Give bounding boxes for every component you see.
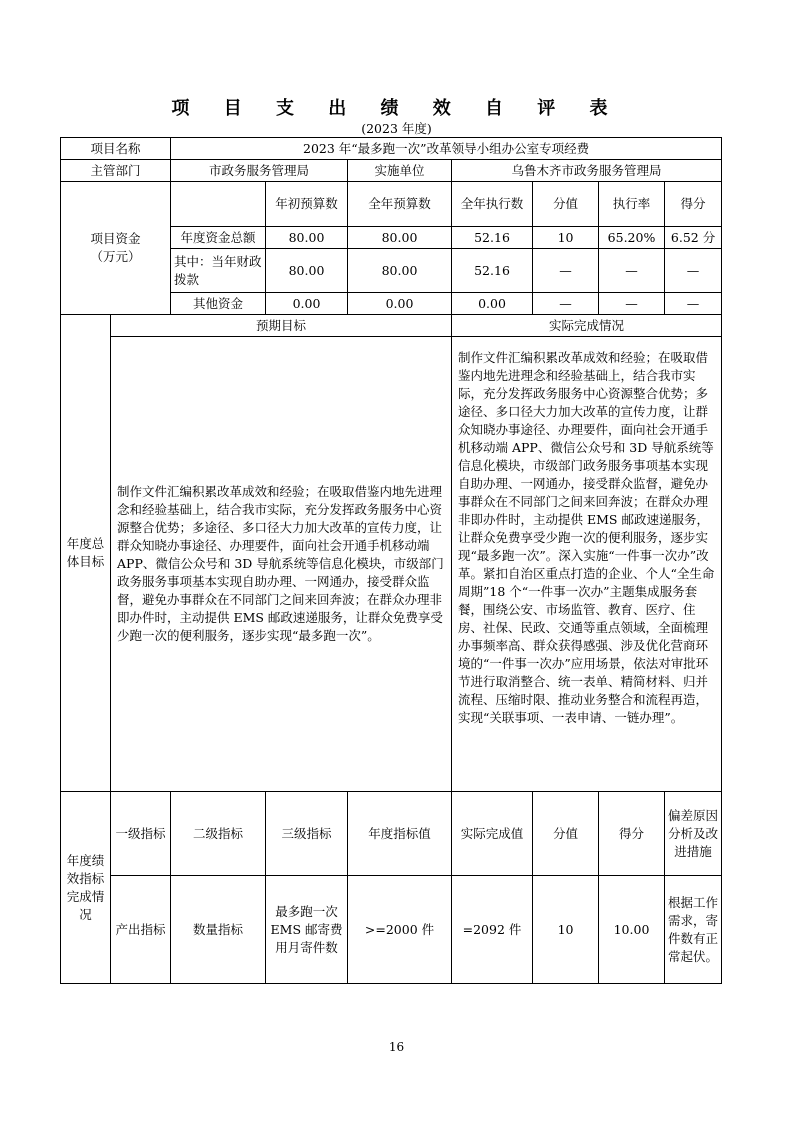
indicator-actual: =2092 件 (452, 876, 533, 984)
funds-row-executed: 0.00 (452, 293, 533, 315)
goals-content-row (61, 337, 722, 792)
indicator-header-level2: 二级指标 (171, 792, 266, 876)
indicator-score: 10.00 (599, 876, 665, 984)
funds-header-budget-start: 年初预算数 (266, 182, 348, 227)
indicators-header-row (61, 792, 722, 876)
self-evaluation-table (60, 137, 722, 984)
indicator-target: >=2000 件 (348, 876, 452, 984)
funds-header-row (61, 182, 722, 227)
indicator-header-score: 得分 (599, 792, 665, 876)
funds-row-budget-start: 80.00 (266, 227, 348, 249)
funds-row-budget-full: 80.00 (348, 249, 452, 293)
goals-expected-text: 制作文件汇编积累改革成效和经验；在吸取借鉴内地先进理念和经验基础上，结合我市实际，充分发挥政务服务中心资源整合优势；多途径、多口径大力加大改革的宣传力度，让群众知晓办事途径、办理要件，面向社会开通手机移动端 APP、微信公众号和 3D 导航系统等信息化模块，市级部门政务服务事项基本实现自助办理、一网通办，接受群众监督，避免办事群众在不同部门之间来回奔波；在群众办理非即办件时，主动提供 EMS 邮政速递服务，让群众免费享受少跑一次的便利服务，逐步实现“最多跑一次”。 (111, 337, 452, 792)
dept-label: 主管部门 (61, 160, 171, 182)
project-name-row (61, 138, 722, 160)
funds-row-rate: — (599, 293, 665, 315)
funds-header-blank (171, 182, 266, 227)
funds-row-rate: 65.20% (599, 227, 665, 249)
funds-row-rate: — (599, 249, 665, 293)
project-name-label: 项目名称 (61, 138, 171, 160)
project-name-value: 2023 年“最多跑一次”改革领导小组办公室专项经费 (171, 138, 722, 160)
indicator-level3: 最多跑一次 EMS 邮寄费用月寄件数 (266, 876, 348, 984)
funds-row-name: 其中：当年财政拨款 (171, 249, 266, 293)
funds-row-budget-full: 80.00 (348, 227, 452, 249)
funds-row-score: 6.52 分 (665, 227, 722, 249)
funds-header-rate: 执行率 (599, 182, 665, 227)
funds-row-budget-start: 0.00 (266, 293, 348, 315)
goals-actual-text: 制作文件汇编积累改革成效和经验；在吸取借鉴内地先进理念和经验基础上，结合我市实际，充分发挥政务服务中心资源整合优势；多途径、多口径大力加大改革的宣传力度，让群众知晓办事途径、办理要件，面向社会开通手机移动端 APP、微信公众号和 3D 导航系统等信息化模块，市级部门政务服务事项基本实现自助办理、一网通办，接受群众监督，避免办事群众在不同部门之间来回奔波；在群众办理非即办件时，主动提供 EMS 邮政速递服务，让群众免费享受少跑一次的便利服务，逐步实现“最多跑一次”。深入实施“一件事一次办”改革。紧扣自治区重点打造的企业、个人“全生命周期”18 个“一件事一次办”主题集成服务套餐，围绕公安、市场监管、教育、医疗、住房、社保、民政、交通等重点领域，全面梳理办事频率高、群众获得感强、涉及优化营商环境的“一件事一次办”应用场景，依法对审批环节进行取消整合、统一表单、精简材料、归并流程、压缩时限、推动业务整合和流程再造，实现“关联事项、一表申请、一链办理”。 (452, 337, 722, 792)
funds-header-score: 得分 (665, 182, 722, 227)
funds-row-budget-full: 0.00 (348, 293, 452, 315)
indicator-header-level1: 一级指标 (111, 792, 171, 876)
indicator-analysis: 根据工作需求，寄件数有正常起伏。 (665, 876, 722, 984)
funds-row-score-value: — (533, 293, 599, 315)
impl-value: 乌鲁木齐市政务服务管理局 (452, 160, 722, 182)
funds-row-score-value: 10 (533, 227, 599, 249)
indicator-header-target: 年度指标值 (348, 792, 452, 876)
indicator-header-analysis: 偏差原因分析及改进措施 (665, 792, 722, 876)
indicators-section-label: 年度绩效指标完成情况 (61, 792, 111, 984)
funds-row-executed: 52.16 (452, 227, 533, 249)
indicator-row (61, 876, 722, 984)
funds-header-executed: 全年执行数 (452, 182, 533, 227)
funds-header-budget-full: 全年预算数 (348, 182, 452, 227)
indicator-level2: 数量指标 (171, 876, 266, 984)
goals-header-row (61, 315, 722, 337)
goals-expected-header: 预期目标 (111, 315, 452, 337)
indicator-header-actual: 实际完成值 (452, 792, 533, 876)
funds-header-score-value: 分值 (533, 182, 599, 227)
indicator-level1: 产出指标 (111, 876, 171, 984)
document-subtitle: (2023 年度) (361, 121, 432, 136)
funds-row-score: — (665, 249, 722, 293)
funds-row-budget-start: 80.00 (266, 249, 348, 293)
indicator-score-value: 10 (533, 876, 599, 984)
funds-row-name: 其他资金 (171, 293, 266, 315)
funds-label: 项目资金 （万元） (61, 182, 171, 315)
page-number: 16 (388, 1040, 405, 1054)
document-title: 项 目 支 出 绩 效 自 评 表 (171, 98, 622, 119)
funds-row-score: — (665, 293, 722, 315)
funds-row-executed: 52.16 (452, 249, 533, 293)
indicator-header-score-value: 分值 (533, 792, 599, 876)
funds-row-name: 年度资金总额 (171, 227, 266, 249)
impl-label: 实施单位 (348, 160, 452, 182)
department-row (61, 160, 722, 182)
indicator-header-level3: 三级指标 (266, 792, 348, 876)
goals-actual-header: 实际完成情况 (452, 315, 722, 337)
dept-value: 市政务服务管理局 (171, 160, 348, 182)
goals-label: 年度总体目标 (61, 315, 111, 792)
funds-row-score-value: — (533, 249, 599, 293)
